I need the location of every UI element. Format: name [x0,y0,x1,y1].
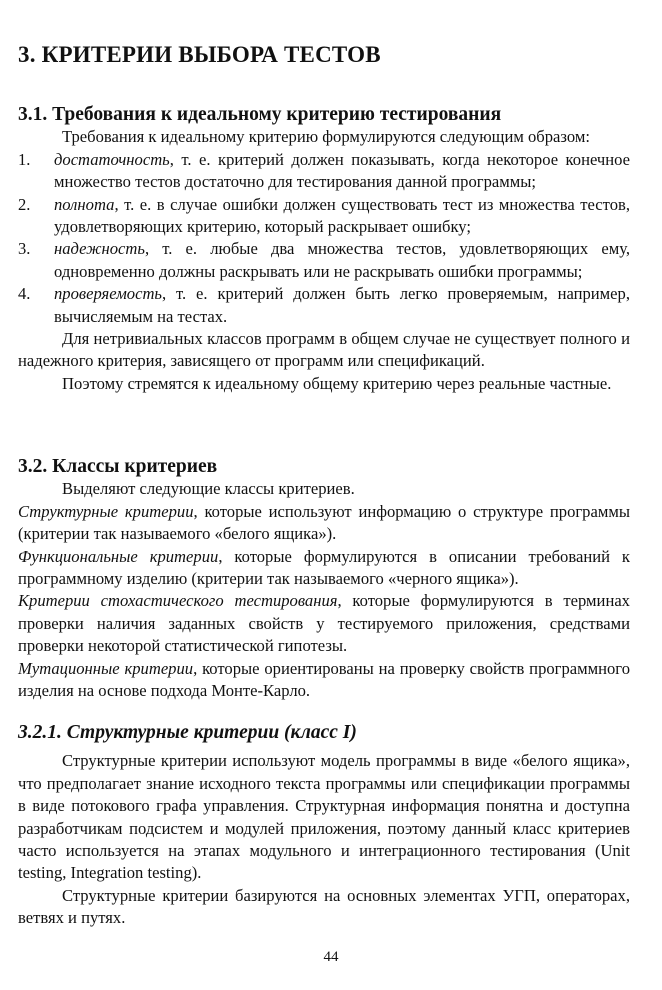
paragraph: Для нетривиальных классов программ в общем случае не существует полного и надежного критерия, зависящего от программ или спецификаций. [18,329,630,371]
class-term: Структурные критерии [18,501,194,521]
list-item [18,238,630,283]
item-number: 1. [18,149,31,169]
class-rest: , которые используют информацию о структуре программы (критерии так называемого «белого ящика»). [18,501,630,544]
chapter-title: 3. КРИТЕРИИ ВЫБОРА ТЕСТОВ [18,42,381,67]
subsection-heading: 3.2.1. Структурные критерии (класс I) [18,722,357,743]
item-rest: , т. е. критерий должен быть легко проверяемым, например, вычисляемым на тестах. [54,284,630,326]
section-structural-criteria [18,722,630,930]
section-requirements [18,104,630,395]
class-paragraph [18,658,630,703]
item-term: полнота [54,194,115,214]
paragraph: Выделяют следующие классы критериев. [62,479,355,499]
item-term: проверяемость [54,284,162,304]
section-criteria-classes [18,456,630,702]
item-rest: , т. е. в случае ошибки должен существовать тест из множества тестов, удовлетворяющих критерию, который раскрывает ошибку; [54,194,630,237]
item-rest: , т. е. критерий должен показывать, когда некоторое конечное множество тестов достаточно для тестирования данной программы; [54,149,630,192]
section-heading: 3.1. Требования к идеальному критерию тестирования [18,104,502,125]
class-term: Функциональные критерии [18,546,219,566]
item-text [54,238,630,283]
item-term: достаточность [54,149,170,169]
item-text [54,194,630,239]
item-number: 2. [18,194,31,214]
list-item [18,149,630,194]
paragraph: Поэтому стремятся к идеальному общему критерию через реальные частные. [62,373,612,393]
item-text [54,283,630,328]
class-paragraph [18,501,630,546]
class-rest: , которые ориентированы на проверку свойств программного изделия на основе подхода Монте-Карло. [18,658,630,701]
paragraph: Структурные критерии используют модель программы в виде «белого ящика», что предполагает знание исходного текста программы или спецификации программы в виде потокового графа управления. Структурная информация понятна и доступна разработчикам подсистем и модулей приложения, поэтому данный класс критериев часто используется на этапах модульного и интеграционного тестирования (Unit testing, Integration testing). [18,751,630,883]
list-item [18,194,630,239]
item-text [54,149,630,194]
list-item [18,283,630,328]
item-number: 4. [18,284,31,304]
class-term: Мутационные критерии [18,658,194,678]
paragraph: Требования к идеальному критерию формулируются следующим образом: [62,127,590,147]
requirements-list [18,149,630,328]
class-paragraph [18,590,630,657]
page-number: 44 [323,949,339,965]
item-rest: , т. е. любые два множества тестов, удовлетворяющих ему, одновременно должны раскрывать или не раскрывать ошибки программы; [54,239,630,281]
class-rest: , которые формулируются в описании требований к программному изделию (критерии так называемого «черного ящика»). [18,546,630,589]
section-heading: 3.2. Классы критериев [18,456,218,477]
item-term: надежность [54,239,145,259]
class-paragraph [18,546,630,591]
item-number: 3. [18,239,31,259]
class-rest: , которые формулируются в терминах проверки наличия заданных свойств у тестируемого приложения, средствами проверки некоторой статистической гипотезы. [18,591,630,656]
class-term: Критерии стохастического тестирования [18,591,338,611]
paragraph: Структурные критерии базируются на основных элементах УГП, операторах, ветвях и путях. [18,885,630,928]
